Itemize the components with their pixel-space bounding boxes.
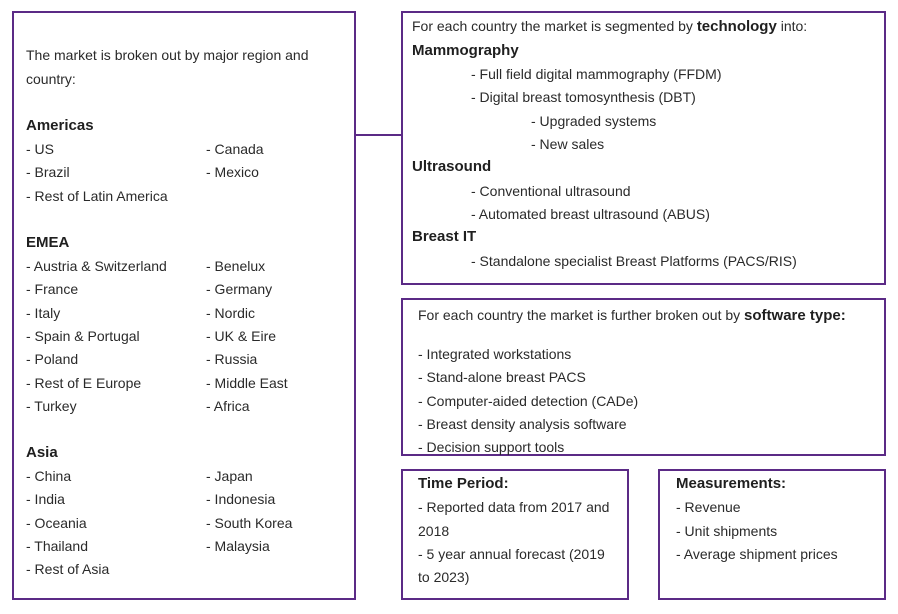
software-intro [418,307,846,324]
list-item: - Rest of Latin America [26,188,168,204]
time-period-line: 2018 [418,523,450,539]
software-intro-pre: For each country the market is further broken out by [418,307,745,323]
list-item: - Standalone specialist Breast Platforms (PACS/RIS) [471,253,797,269]
breast-it-heading: Breast IT [412,228,477,245]
mammography-heading: Mammography [412,42,519,59]
list-item: - New sales [531,136,605,152]
time-period-line: to 2023) [418,569,470,585]
list-item: - China [26,468,72,484]
list-item: - Integrated workstations [418,346,572,362]
list-item: - Conventional ultrasound [471,183,631,199]
list-item: - Decision support tools [418,439,565,455]
list-item: - Digital breast tomosynthesis (DBT) [471,89,696,105]
list-item: - Nordic [206,305,256,321]
region-box [12,11,356,600]
list-item: - Germany [206,281,273,297]
list-item: - India [26,491,65,507]
list-item: - Thailand [26,538,89,554]
list-item: - Poland [26,351,79,367]
time-period-line: - Reported data from 2017 and [418,499,610,515]
list-item: - Japan [206,468,253,484]
emea-heading: EMEA [26,234,70,251]
list-item: - Full field digital mammography (FFDM) [471,66,722,82]
time-period-line: - 5 year annual forecast (2019 [418,546,605,562]
list-item: - Upgraded systems [531,113,657,129]
technology-intro-post: into: [776,18,808,34]
list-item: - Brazil [26,164,70,180]
list-item: - South Korea [206,515,293,531]
technology-intro-pre: For each country the market is segmented by [412,18,697,34]
list-item: - France [26,281,79,297]
list-item: - US [26,141,54,157]
list-item: - Russia [206,351,258,367]
list-item: - Turkey [26,398,77,414]
list-item: - Computer-aided detection (CADe) [418,393,639,409]
list-item: - Oceania [26,515,87,531]
list-item: - Malaysia [206,538,270,554]
software-intro-bold: software type: [744,307,846,324]
measurements-heading: Measurements: [676,475,787,492]
time-period-heading: Time Period: [418,475,509,492]
list-item: - Stand-alone breast PACS [418,369,586,385]
list-item: - Austria & Switzerland [26,258,167,274]
list-item: - Average shipment prices [676,546,838,562]
connector-line [355,134,402,136]
list-item: - Rest of Asia [26,561,110,577]
technology-intro-bold: technology [696,18,777,35]
list-item: - Spain & Portugal [26,328,140,344]
list-item: - Mexico [206,164,259,180]
asia-heading: Asia [26,444,58,461]
list-item: - Unit shipments [676,523,778,539]
americas-heading: Americas [26,117,94,134]
list-item: - Breast density analysis software [418,416,627,432]
list-item: - Canada [206,141,264,157]
list-item: - Africa [206,398,250,414]
list-item: - Automated breast ultrasound (ABUS) [471,206,710,222]
ultrasound-heading: Ultrasound [412,158,492,175]
list-item: - Benelux [206,258,266,274]
list-item: - Middle East [206,375,288,391]
region-intro-line2: country: [26,71,76,87]
list-item: - Indonesia [206,491,276,507]
list-item: - UK & Eire [206,328,277,344]
list-item: - Italy [26,305,61,321]
technology-intro [412,18,807,35]
region-intro-line1: The market is broken out by major region and [26,47,309,63]
list-item: - Rest of E Europe [26,375,142,391]
list-item: - Revenue [676,499,741,515]
